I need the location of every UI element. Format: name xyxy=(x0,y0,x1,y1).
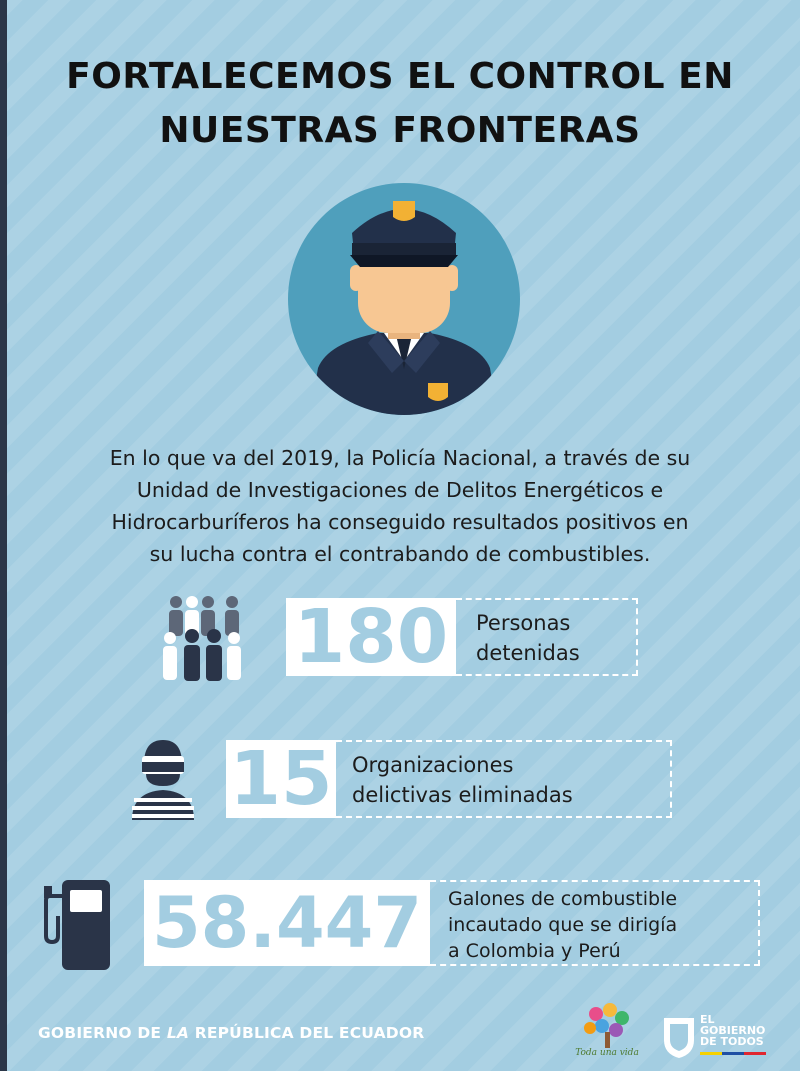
intro-paragraph xyxy=(40,442,760,570)
left-edge xyxy=(0,0,7,1071)
stat-label-line-2: delictivas eliminadas xyxy=(352,783,573,807)
gob-line-2: GOBIERNO xyxy=(700,1024,766,1037)
stat-value: 58.447 xyxy=(151,882,423,964)
stat-value-box xyxy=(286,594,456,680)
gob-line-3: DE TODOS xyxy=(700,1035,764,1048)
stat-value-box xyxy=(144,880,430,966)
page-title xyxy=(0,50,800,158)
stat-label-box xyxy=(430,880,760,966)
stat-label-line-1: Organizaciones xyxy=(352,753,514,777)
title-line-1: FORTALECEMOS EL CONTROL EN xyxy=(66,56,734,97)
intro-line-1: En lo que va del 2019, la Policía Nacional, a través de su xyxy=(109,446,691,470)
thief-icon xyxy=(128,736,198,820)
stat-label-line-2: incautado que se dirigía xyxy=(448,914,678,936)
stat-label-box xyxy=(336,740,672,818)
gov-italic: LA xyxy=(166,1024,190,1042)
people-group-icon xyxy=(160,594,250,682)
stat-label-box xyxy=(456,598,638,676)
police-officer-icon xyxy=(288,183,520,415)
stat-value: 15 xyxy=(229,736,333,822)
toda-una-vida-text: Toda una vida xyxy=(575,1048,639,1058)
stat-label-line-3: a Colombia y Perú xyxy=(448,940,621,962)
title-line-2: NUESTRAS FRONTERAS xyxy=(159,110,641,151)
stat-label-line-2: detenidas xyxy=(476,641,580,665)
gov-prefix: GOBIERNO DE xyxy=(38,1024,167,1042)
intro-line-4: su lucha contra el contrabando de combustibles. xyxy=(149,542,651,566)
intro-line-2: Unidad de Investigaciones de Delitos Energéticos e xyxy=(136,478,664,502)
gob-line-1: EL xyxy=(700,1013,715,1026)
intro-line-3: Hidrocarburíferos ha conseguido resultados positivos en xyxy=(111,510,689,534)
gov-suffix: REPÚBLICA DEL ECUADOR xyxy=(189,1024,425,1042)
stat-label-line-1: Galones de combustible xyxy=(448,888,678,910)
government-name xyxy=(38,1024,424,1042)
stat-value: 180 xyxy=(293,594,449,680)
stat-label-line-1: Personas xyxy=(476,611,571,635)
fuel-pump-icon xyxy=(42,876,114,972)
stat-value-box xyxy=(226,736,336,822)
